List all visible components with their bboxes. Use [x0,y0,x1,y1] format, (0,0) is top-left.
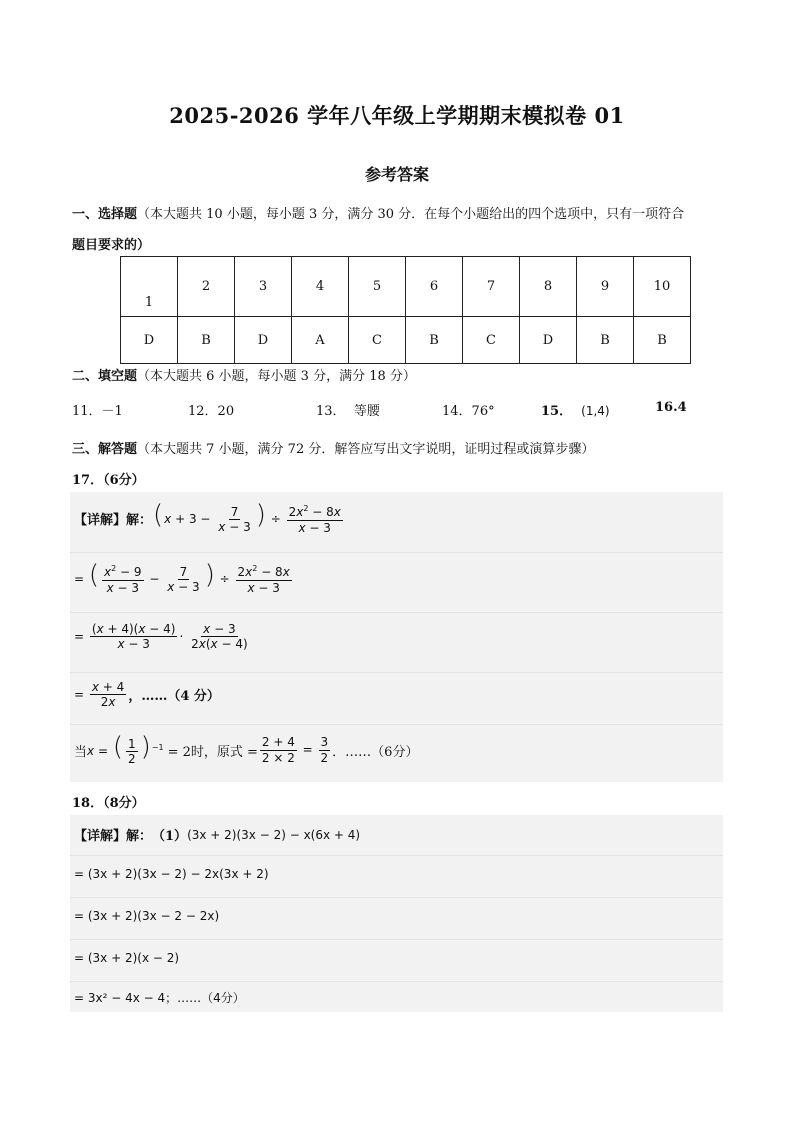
question-number-cell: 6 [406,257,463,317]
q17-final-prefix: 当 [74,744,88,760]
q18-expr-0: (3x + 2)(3x − 2) − x(6x + 4) [187,827,361,842]
fill-num: 14． [442,404,472,419]
section1-desc-line1: （本大题共 10 小题，每小题 3 分，满分 30 分．在每个小题给出的四个选项中，只有一项符合 [137,207,685,222]
choice-answer-table [120,256,691,364]
q18-detail-label: 【详解】解： [74,829,153,844]
answer-cell: D [520,317,577,364]
answer-cell: D [121,317,178,364]
q17-score-4: ，……（4 分） [128,689,220,705]
fill-answer: －1 [101,404,123,419]
answer-cell: A [292,317,349,364]
section3-heading [72,438,594,457]
fill-answer-14 [442,400,495,419]
question-number-cell: 1 [121,257,178,317]
fill-answer: 等腰 [353,404,380,419]
section2-heading [72,365,416,384]
fill-num: 12． [188,404,218,419]
fill-num: 11． [72,404,102,419]
fill-answer-15 [541,400,610,419]
q18-line-4 [74,951,179,965]
q17-solution-panel [70,492,723,782]
q18-part-label: （1） [152,829,188,844]
q18-step-4: = 3x² − 4x − 4；……（4分） [74,991,245,1005]
answer-key-subtitle: 参考答案 [364,165,429,184]
q17-line-4 [74,680,220,710]
question-number-cell: 9 [577,257,634,317]
q17-final-value: $\frac{2 + 4}{2 \times 2}$ = $\frac{3}{2}$ [261,735,329,765]
document-title: 2025-2026 学年八年级上学期期末模拟卷 01 [169,103,625,128]
q17-final-x: x = ( $\frac{1}{2}$ )$^{-1}$ [87,732,164,766]
fill-answer: 76° [471,404,495,419]
q17-line-5 [74,734,418,766]
q18-line-2 [74,867,269,881]
question-number-cell: 10 [634,257,691,317]
fill-answer: 16.4 [655,400,687,415]
q17-header: 17．（6分） [72,473,145,488]
answer-cell: B [634,317,691,364]
q17-expr-1: (x + 3 − $\frac{7}{x - 3}$ ) ÷ $\frac{2x^2 - 8x}{x - 3}$ [153,500,341,535]
q17-line-3 [74,622,252,652]
section3-title: 三、解答题 [72,442,138,457]
fill-num: 15． [541,404,573,419]
q18-line-1 [74,825,360,844]
fill-answer-16 [655,400,687,415]
q17-final-eq2: = 2时，原式 = [167,744,258,760]
q18-step-3: = (3x + 2)(x − 2) [74,951,180,965]
answer-cell: B [406,317,463,364]
section2-title: 二、填空题 [72,369,138,384]
fill-answer-11 [72,400,123,419]
question-number-cell: 3 [235,257,292,317]
q18-solution-panel [70,815,723,1012]
answer-cell: C [349,317,406,364]
section1-desc-line2: 题目要求的） [72,238,151,253]
question-number-cell: 7 [463,257,520,317]
answer-cell: B [178,317,235,364]
fill-answer: 20 [217,404,235,419]
q17-detail-label: 【详解】解： [74,512,153,528]
question-number-cell: 2 [178,257,235,317]
q17-expr-4: = $\frac{x + 4}{2x}$ [74,680,125,710]
q18-header: 18．（8分） [72,796,145,811]
question-number-cell: 5 [349,257,406,317]
question-number-cell: 4 [292,257,349,317]
section1-title: 一、选择题 [72,207,138,222]
q17-score-6: ．……（6分） [332,744,419,760]
q17-expr-2: = ( $\frac{x^2 - 9}{x - 3}$ − $\frac{7}{x - 3}$ ) ÷ $\frac{2x^2 - 8x}{x - 3}$ [74,560,290,595]
fill-answer: (1,4) [581,404,610,418]
answer-cell: D [235,317,292,364]
section1-heading [72,203,684,222]
q18-line-5 [74,989,245,1006]
fill-num: 13． [316,404,346,419]
answer-cell: C [463,317,520,364]
q18-line-3 [74,909,219,923]
answer-cell: B [577,317,634,364]
fill-answer-12 [188,400,234,419]
section2-desc: （本大题共 6 小题，每小题 3 分，满分 18 分） [137,369,416,384]
q17-line-1 [74,502,345,535]
question-number-cell: 8 [520,257,577,317]
section3-desc: （本大题共 7 小题，满分 72 分．解答应写出文字说明，证明过程或演算步骤） [137,442,595,457]
fill-answer-13 [316,400,380,419]
q17-expr-3: = $\frac{(x + 4)(x - 4)}{x - 3}$ · $\frac{x - 3}{2x(x - 4)}$ [74,622,248,652]
q18-step-1: = (3x + 2)(3x − 2) − 2x(3x + 2) [74,867,269,881]
q18-step-2: = (3x + 2)(3x − 2 − 2x) [74,909,220,923]
q17-line-2 [74,562,294,595]
